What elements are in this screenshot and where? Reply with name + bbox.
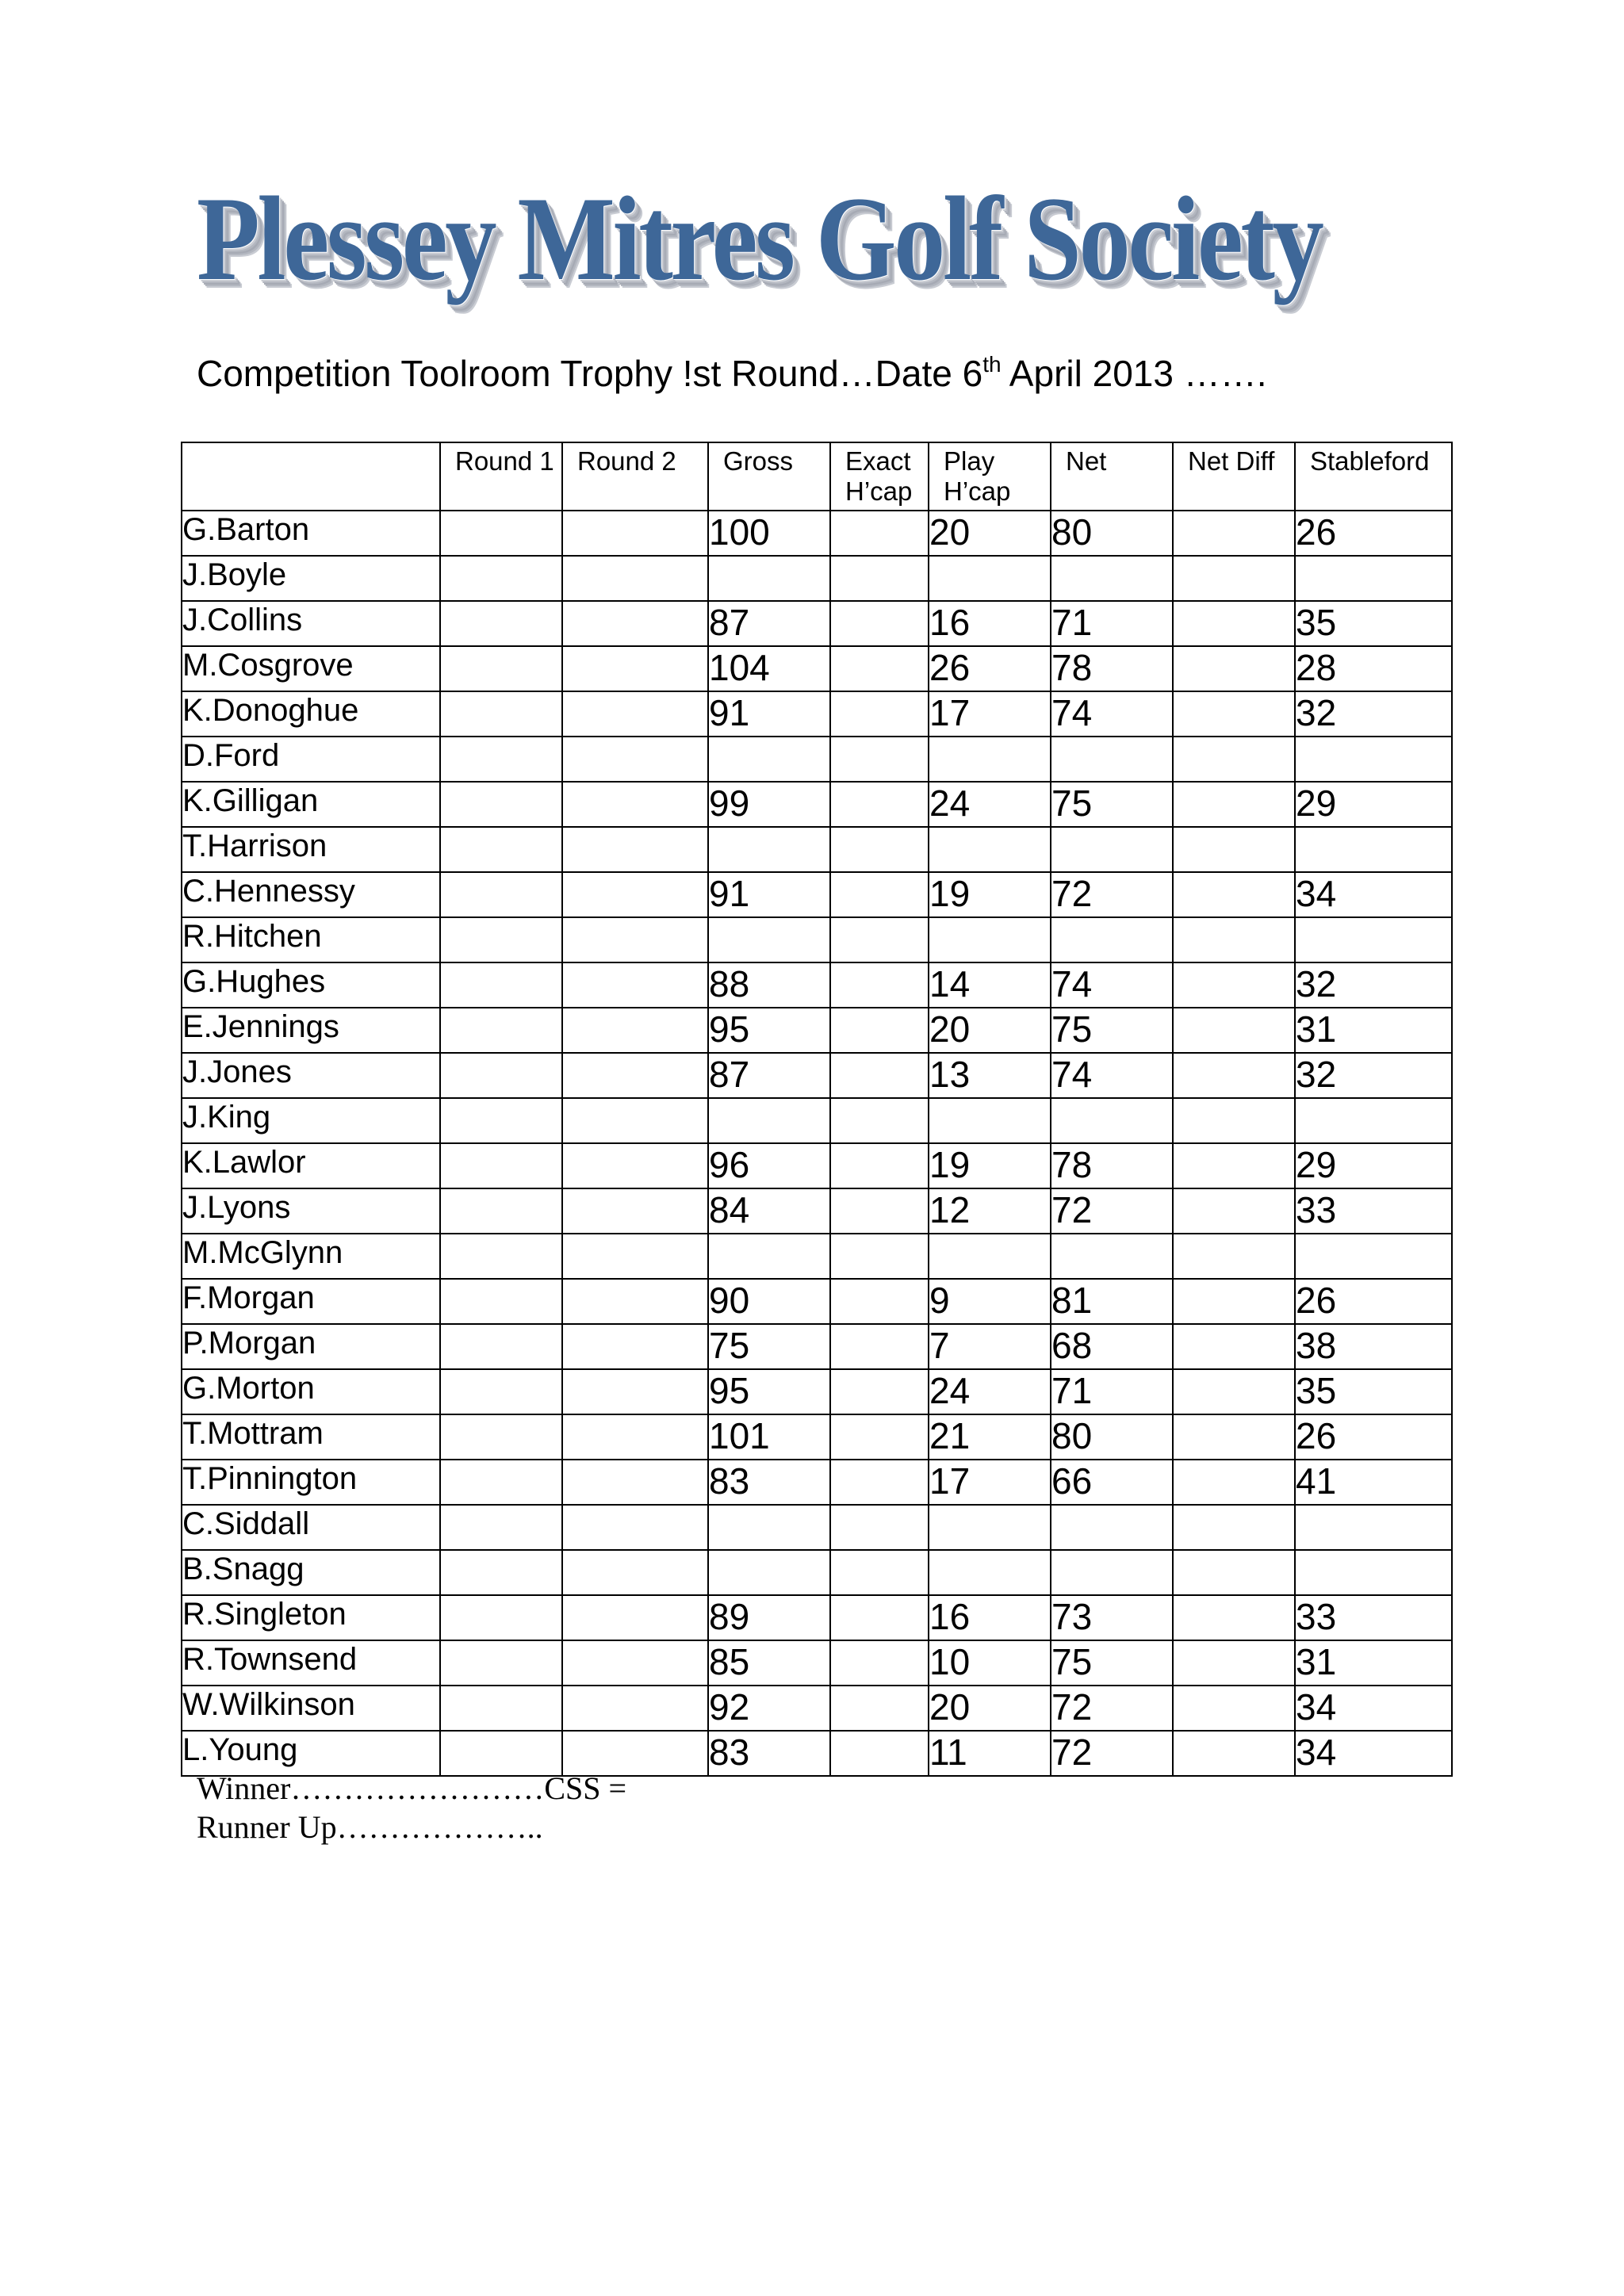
gross-cell: 99 <box>708 782 830 827</box>
round-2-cell <box>562 1550 708 1595</box>
play-hcap-cell: 24 <box>929 1369 1051 1414</box>
table-row <box>182 1324 1452 1369</box>
play-hcap-cell <box>929 737 1051 782</box>
net-diff-cell <box>1173 827 1295 872</box>
round-1-cell <box>440 646 562 691</box>
gross-cell: 87 <box>708 601 830 646</box>
table-row <box>182 782 1452 827</box>
exact-hcap-cell <box>830 737 929 782</box>
net-diff-cell <box>1173 1053 1295 1098</box>
play-hcap-cell <box>929 556 1051 601</box>
round-2-cell <box>562 1595 708 1640</box>
round-2-cell <box>562 1053 708 1098</box>
round-1-cell <box>440 1640 562 1686</box>
table-row <box>182 1460 1452 1505</box>
net-cell: 81 <box>1051 1279 1173 1324</box>
net-cell: 72 <box>1051 1188 1173 1234</box>
round-2-cell <box>562 691 708 737</box>
gross-cell <box>708 737 830 782</box>
table-row <box>182 511 1452 556</box>
stableford-cell: 33 <box>1295 1188 1452 1234</box>
stableford-cell <box>1295 556 1452 601</box>
round-2-cell <box>562 1414 708 1460</box>
play-hcap-cell: 11 <box>929 1731 1051 1776</box>
gross-cell: 92 <box>708 1686 830 1731</box>
play-hcap-cell: 17 <box>929 1460 1051 1505</box>
exact-hcap-cell <box>830 691 929 737</box>
net-cell: 72 <box>1051 1686 1173 1731</box>
round-2-cell <box>562 1640 708 1686</box>
player-name: G.Barton <box>182 511 440 556</box>
round-2-cell <box>562 962 708 1008</box>
player-name: F.Morgan <box>182 1279 440 1324</box>
round-2-cell <box>562 511 708 556</box>
net-diff-cell <box>1173 691 1295 737</box>
play-hcap-cell: 16 <box>929 1595 1051 1640</box>
net-cell <box>1051 1550 1173 1595</box>
stableford-cell: 31 <box>1295 1008 1452 1053</box>
round-1-cell <box>440 511 562 556</box>
net-diff-cell <box>1173 1731 1295 1776</box>
net-cell: 73 <box>1051 1595 1173 1640</box>
exact-hcap-cell <box>830 1008 929 1053</box>
player-name: R.Townsend <box>182 1640 440 1686</box>
table-row <box>182 1143 1452 1188</box>
column-header-gross: Gross <box>708 442 830 511</box>
column-header-net: Net <box>1051 442 1173 511</box>
exact-hcap-cell <box>830 646 929 691</box>
play-hcap-cell: 9 <box>929 1279 1051 1324</box>
net-cell: 72 <box>1051 1731 1173 1776</box>
player-name: L.Young <box>182 1731 440 1776</box>
player-name: J.Lyons <box>182 1188 440 1234</box>
column-header-exact-hcap: Exact H’cap <box>830 442 929 511</box>
gross-cell <box>708 917 830 962</box>
net-cell: 74 <box>1051 962 1173 1008</box>
round-1-cell <box>440 1324 562 1369</box>
net-diff-cell <box>1173 872 1295 917</box>
table-row <box>182 1686 1452 1731</box>
round-1-cell <box>440 1143 562 1188</box>
round-2-cell <box>562 646 708 691</box>
net-diff-cell <box>1173 962 1295 1008</box>
stableford-cell <box>1295 827 1452 872</box>
play-hcap-cell: 20 <box>929 1686 1051 1731</box>
net-diff-cell <box>1173 1595 1295 1640</box>
gross-cell <box>708 556 830 601</box>
net-cell <box>1051 737 1173 782</box>
round-1-cell <box>440 917 562 962</box>
play-hcap-cell: 26 <box>929 646 1051 691</box>
play-hcap-cell: 7 <box>929 1324 1051 1369</box>
round-2-cell <box>562 1686 708 1731</box>
net-diff-cell <box>1173 1686 1295 1731</box>
net-diff-cell <box>1173 737 1295 782</box>
player-name: C.Hennessy <box>182 872 440 917</box>
round-2-cell <box>562 1369 708 1414</box>
gross-cell: 90 <box>708 1279 830 1324</box>
stableford-cell: 38 <box>1295 1324 1452 1369</box>
gross-cell: 87 <box>708 1053 830 1098</box>
score-table <box>181 442 1453 1777</box>
table-row <box>182 1008 1452 1053</box>
play-hcap-cell <box>929 917 1051 962</box>
player-name: J.Collins <box>182 601 440 646</box>
exact-hcap-cell <box>830 1053 929 1098</box>
exact-hcap-cell <box>830 962 929 1008</box>
player-name: G.Hughes <box>182 962 440 1008</box>
net-cell: 71 <box>1051 1369 1173 1414</box>
gross-cell: 84 <box>708 1188 830 1234</box>
column-header-round-2: Round 2 <box>562 442 708 511</box>
round-1-cell <box>440 1008 562 1053</box>
stableford-cell: 32 <box>1295 1053 1452 1098</box>
stableford-cell: 31 <box>1295 1640 1452 1686</box>
net-cell: 75 <box>1051 1640 1173 1686</box>
round-1-cell <box>440 1369 562 1414</box>
gross-cell: 101 <box>708 1414 830 1460</box>
net-diff-cell <box>1173 1098 1295 1143</box>
exact-hcap-cell <box>830 1640 929 1686</box>
exact-hcap-cell <box>830 1188 929 1234</box>
stableford-cell: 34 <box>1295 872 1452 917</box>
gross-cell: 91 <box>708 872 830 917</box>
round-1-cell <box>440 1234 562 1279</box>
round-1-cell <box>440 1686 562 1731</box>
column-header-play-hcap: Play H’cap <box>929 442 1051 511</box>
net-cell <box>1051 1234 1173 1279</box>
round-1-cell <box>440 1550 562 1595</box>
gross-cell: 75 <box>708 1324 830 1369</box>
stableford-cell: 29 <box>1295 1143 1452 1188</box>
exact-hcap-cell <box>830 872 929 917</box>
stableford-cell: 35 <box>1295 601 1452 646</box>
gross-cell <box>708 1234 830 1279</box>
round-2-cell <box>562 1460 708 1505</box>
table-row <box>182 1414 1452 1460</box>
net-diff-cell <box>1173 1143 1295 1188</box>
player-name: G.Morton <box>182 1369 440 1414</box>
gross-cell: 89 <box>708 1595 830 1640</box>
stableford-cell: 29 <box>1295 782 1452 827</box>
net-diff-cell <box>1173 1008 1295 1053</box>
net-diff-cell <box>1173 1324 1295 1369</box>
stableford-cell <box>1295 1550 1452 1595</box>
table-row <box>182 601 1452 646</box>
gross-cell: 95 <box>708 1369 830 1414</box>
competition-text: Competition Toolroom Trophy !st Round…Date 6 <box>197 353 983 394</box>
player-name: M.McGlynn <box>182 1234 440 1279</box>
play-hcap-cell: 20 <box>929 511 1051 556</box>
round-1-cell <box>440 1098 562 1143</box>
round-1-cell <box>440 1279 562 1324</box>
player-name: B.Snagg <box>182 1550 440 1595</box>
net-diff-cell <box>1173 1188 1295 1234</box>
net-cell <box>1051 1098 1173 1143</box>
play-hcap-cell: 10 <box>929 1640 1051 1686</box>
round-2-cell <box>562 782 708 827</box>
stableford-cell: 32 <box>1295 962 1452 1008</box>
table-row <box>182 1640 1452 1686</box>
gross-cell: 83 <box>708 1460 830 1505</box>
column-header-net-diff: Net Diff <box>1173 442 1295 511</box>
table-row <box>182 917 1452 962</box>
player-name: P.Morgan <box>182 1324 440 1369</box>
play-hcap-cell: 17 <box>929 691 1051 737</box>
net-cell <box>1051 556 1173 601</box>
play-hcap-cell <box>929 1098 1051 1143</box>
stableford-cell: 33 <box>1295 1595 1452 1640</box>
net-cell: 78 <box>1051 646 1173 691</box>
net-cell <box>1051 1505 1173 1550</box>
player-name: E.Jennings <box>182 1008 440 1053</box>
column-header-stableford: Stableford <box>1295 442 1452 511</box>
play-hcap-cell: 12 <box>929 1188 1051 1234</box>
round-1-cell <box>440 1053 562 1098</box>
player-name: K.Lawlor <box>182 1143 440 1188</box>
table-row <box>182 1505 1452 1550</box>
gross-cell: 83 <box>708 1731 830 1776</box>
round-2-cell <box>562 917 708 962</box>
net-diff-cell <box>1173 646 1295 691</box>
stableford-cell: 32 <box>1295 691 1452 737</box>
round-2-cell <box>562 1008 708 1053</box>
gross-cell: 104 <box>708 646 830 691</box>
round-1-cell <box>440 1595 562 1640</box>
net-cell <box>1051 917 1173 962</box>
round-2-cell <box>562 1098 708 1143</box>
table-row <box>182 827 1452 872</box>
stableford-cell <box>1295 917 1452 962</box>
net-diff-cell <box>1173 782 1295 827</box>
gross-cell: 95 <box>708 1008 830 1053</box>
stableford-cell <box>1295 737 1452 782</box>
exact-hcap-cell <box>830 1731 929 1776</box>
net-cell: 74 <box>1051 1053 1173 1098</box>
stableford-cell: 26 <box>1295 1279 1452 1324</box>
table-row <box>182 737 1452 782</box>
column-header-name <box>182 442 440 511</box>
exact-hcap-cell <box>830 782 929 827</box>
net-cell: 74 <box>1051 691 1173 737</box>
exact-hcap-cell <box>830 1143 929 1188</box>
player-name: T.Harrison <box>182 827 440 872</box>
play-hcap-cell: 21 <box>929 1414 1051 1460</box>
net-cell: 75 <box>1051 1008 1173 1053</box>
net-diff-cell <box>1173 1550 1295 1595</box>
exact-hcap-cell <box>830 1460 929 1505</box>
table-row <box>182 1053 1452 1098</box>
play-hcap-cell: 14 <box>929 962 1051 1008</box>
net-diff-cell <box>1173 1369 1295 1414</box>
net-diff-cell <box>1173 1234 1295 1279</box>
net-diff-cell <box>1173 1460 1295 1505</box>
exact-hcap-cell <box>830 556 929 601</box>
exact-hcap-cell <box>830 1550 929 1595</box>
table-row <box>182 691 1452 737</box>
stableford-cell: 41 <box>1295 1460 1452 1505</box>
round-1-cell <box>440 1505 562 1550</box>
player-name: T.Mottram <box>182 1414 440 1460</box>
round-2-cell <box>562 1188 708 1234</box>
competition-date-text: April 2013 ……. <box>1001 353 1267 394</box>
play-hcap-cell <box>929 1505 1051 1550</box>
round-2-cell <box>562 1324 708 1369</box>
player-name: D.Ford <box>182 737 440 782</box>
exact-hcap-cell <box>830 601 929 646</box>
stableford-cell: 34 <box>1295 1731 1452 1776</box>
net-cell: 71 <box>1051 601 1173 646</box>
player-name: R.Hitchen <box>182 917 440 962</box>
stableford-cell: 34 <box>1295 1686 1452 1731</box>
exact-hcap-cell <box>830 1234 929 1279</box>
net-cell <box>1051 827 1173 872</box>
net-diff-cell <box>1173 556 1295 601</box>
table-row <box>182 1188 1452 1234</box>
exact-hcap-cell <box>830 1686 929 1731</box>
table-row <box>182 1369 1452 1414</box>
table-row <box>182 962 1452 1008</box>
round-1-cell <box>440 1414 562 1460</box>
runner-up-line: Runner Up……………….. <box>197 1809 543 1845</box>
header-row <box>182 442 1452 511</box>
play-hcap-cell: 16 <box>929 601 1051 646</box>
round-1-cell <box>440 737 562 782</box>
stableford-cell: 28 <box>1295 646 1452 691</box>
competition-line <box>197 352 1267 395</box>
player-name: C.Siddall <box>182 1505 440 1550</box>
play-hcap-cell <box>929 1550 1051 1595</box>
net-cell: 78 <box>1051 1143 1173 1188</box>
round-1-cell <box>440 1188 562 1234</box>
net-cell: 66 <box>1051 1460 1173 1505</box>
exact-hcap-cell <box>830 1324 929 1369</box>
society-title: Plessey Mitres Golf Society <box>197 172 1322 305</box>
table-row <box>182 1279 1452 1324</box>
round-2-cell <box>562 1279 708 1324</box>
play-hcap-cell: 19 <box>929 1143 1051 1188</box>
player-name: M.Cosgrove <box>182 646 440 691</box>
stableford-cell: 26 <box>1295 511 1452 556</box>
gross-cell <box>708 827 830 872</box>
net-diff-cell <box>1173 511 1295 556</box>
round-2-cell <box>562 1234 708 1279</box>
date-ordinal-suffix: th <box>982 352 1002 377</box>
player-name: W.Wilkinson <box>182 1686 440 1731</box>
stableford-cell: 26 <box>1295 1414 1452 1460</box>
play-hcap-cell: 24 <box>929 782 1051 827</box>
play-hcap-cell: 19 <box>929 872 1051 917</box>
stableford-cell: 35 <box>1295 1369 1452 1414</box>
round-1-cell <box>440 1460 562 1505</box>
net-diff-cell <box>1173 917 1295 962</box>
table-row <box>182 1595 1452 1640</box>
stableford-cell <box>1295 1234 1452 1279</box>
round-1-cell <box>440 827 562 872</box>
exact-hcap-cell <box>830 917 929 962</box>
play-hcap-cell <box>929 1234 1051 1279</box>
player-name: J.Boyle <box>182 556 440 601</box>
gross-cell <box>708 1550 830 1595</box>
winner-line: Winner……………………CSS = <box>197 1770 627 1806</box>
round-2-cell <box>562 827 708 872</box>
gross-cell: 100 <box>708 511 830 556</box>
exact-hcap-cell <box>830 1369 929 1414</box>
gross-cell: 85 <box>708 1640 830 1686</box>
net-cell: 72 <box>1051 872 1173 917</box>
gross-cell <box>708 1505 830 1550</box>
player-name: J.King <box>182 1098 440 1143</box>
exact-hcap-cell <box>830 1595 929 1640</box>
player-name: K.Donoghue <box>182 691 440 737</box>
gross-cell: 96 <box>708 1143 830 1188</box>
stableford-cell <box>1295 1098 1452 1143</box>
gross-cell: 88 <box>708 962 830 1008</box>
player-name: T.Pinnington <box>182 1460 440 1505</box>
table-row <box>182 556 1452 601</box>
round-2-cell <box>562 872 708 917</box>
round-2-cell <box>562 1505 708 1550</box>
exact-hcap-cell <box>830 511 929 556</box>
net-cell: 80 <box>1051 1414 1173 1460</box>
table-row <box>182 1550 1452 1595</box>
exact-hcap-cell <box>830 1279 929 1324</box>
table-row <box>182 872 1452 917</box>
exact-hcap-cell <box>830 1505 929 1550</box>
round-1-cell <box>440 691 562 737</box>
net-cell: 75 <box>1051 782 1173 827</box>
round-1-cell <box>440 962 562 1008</box>
net-diff-cell <box>1173 1640 1295 1686</box>
net-cell: 68 <box>1051 1324 1173 1369</box>
round-1-cell <box>440 601 562 646</box>
round-1-cell <box>440 872 562 917</box>
gross-cell: 91 <box>708 691 830 737</box>
exact-hcap-cell <box>830 827 929 872</box>
net-diff-cell <box>1173 1505 1295 1550</box>
exact-hcap-cell <box>830 1098 929 1143</box>
exact-hcap-cell <box>830 1414 929 1460</box>
table-row <box>182 1234 1452 1279</box>
play-hcap-cell <box>929 827 1051 872</box>
stableford-cell <box>1295 1505 1452 1550</box>
net-diff-cell <box>1173 601 1295 646</box>
round-1-cell <box>440 782 562 827</box>
table-row <box>182 646 1452 691</box>
round-2-cell <box>562 737 708 782</box>
net-diff-cell <box>1173 1414 1295 1460</box>
table-row <box>182 1098 1452 1143</box>
player-name: J.Jones <box>182 1053 440 1098</box>
column-header-round-1: Round 1 <box>440 442 562 511</box>
round-2-cell <box>562 1143 708 1188</box>
play-hcap-cell: 20 <box>929 1008 1051 1053</box>
gross-cell <box>708 1098 830 1143</box>
round-1-cell <box>440 556 562 601</box>
round-2-cell <box>562 601 708 646</box>
net-diff-cell <box>1173 1279 1295 1324</box>
round-2-cell <box>562 556 708 601</box>
player-name: K.Gilligan <box>182 782 440 827</box>
play-hcap-cell: 13 <box>929 1053 1051 1098</box>
net-cell: 80 <box>1051 511 1173 556</box>
player-name: R.Singleton <box>182 1595 440 1640</box>
